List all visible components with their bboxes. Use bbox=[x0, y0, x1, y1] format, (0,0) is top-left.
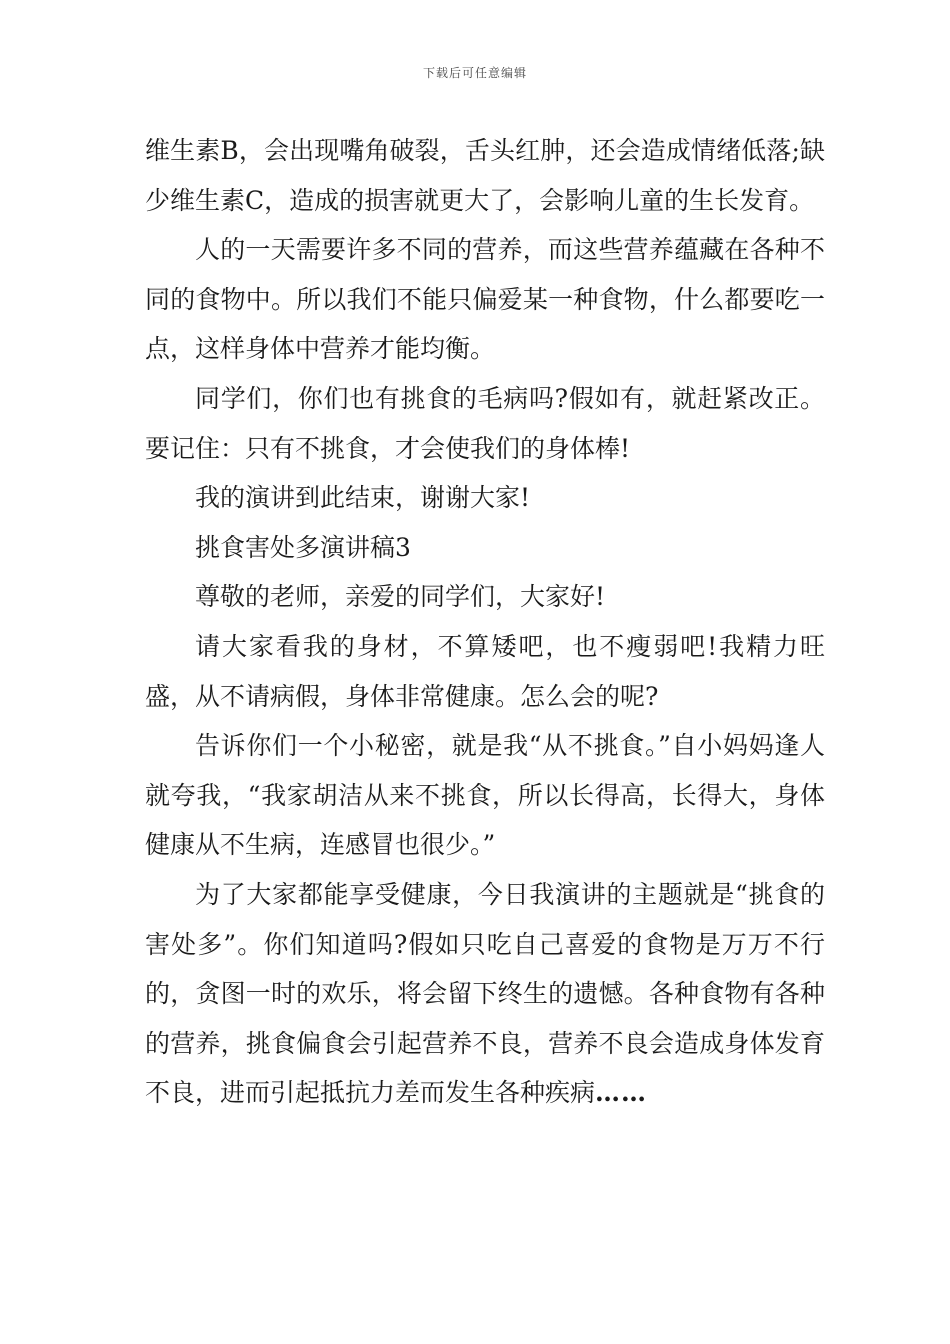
paragraph-2: 人的一天需要许多不同的营养，而这些营养蕴藏在各种不同的食物中。所以我们不能只偏爱某一种食物，什么都要吃一点，这样身体中营养才能均衡。 bbox=[145, 235, 825, 364]
paragraph-8: 告诉你们一个小秘密，就是我“从不挑食。”自小妈妈逢人就夸我，“我家胡洁从来不挑食，所以长得高，长得大，身体健康从不生病，连感冒也很少。” bbox=[145, 731, 825, 860]
document-body bbox=[145, 126, 825, 1118]
section-title: 挑食害处多演讲稿3 bbox=[195, 532, 411, 562]
paragraph-4: 我的演讲到此结束，谢谢大家! bbox=[195, 483, 531, 513]
paragraph-1: 维生素B，会出现嘴角破裂，舌头红肿，还会造成情绪低落;缺少维生素C，造成的损害就更大了，会影响儿童的生长发育。 bbox=[145, 136, 825, 215]
paragraph-greeting: 尊敬的老师，亲爱的同学们，大家好! bbox=[195, 582, 606, 612]
paragraph-9-ellipsis: …… bbox=[595, 1078, 648, 1108]
paragraph-7: 请大家看我的身材，不算矮吧，也不瘦弱吧!我精力旺盛，从不请病假，身体非常健康。怎么会的呢? bbox=[145, 631, 825, 711]
paragraph-9-text: 为了大家都能享受健康，今日我演讲的主题就是“挑食的害处多”。你们知道吗?假如只吃自己喜爱的食物是万万不行的，贪图一时的欢乐，将会留下终生的遗憾。各种食物有各种的营养，挑食偏食会引起营养不良，营养不良会造成身体发育不良，进而引起抵抗力差而发生各种疾病 bbox=[145, 879, 825, 1108]
paragraph-3: 同学们，你们也有挑食的毛病吗?假如有，就赶紧改正。要记住：只有不挑食，才会使我们的身体棒! bbox=[145, 383, 825, 463]
page-header: 下载后可任意编辑 bbox=[422, 66, 527, 80]
paragraph-9 bbox=[145, 870, 825, 1118]
